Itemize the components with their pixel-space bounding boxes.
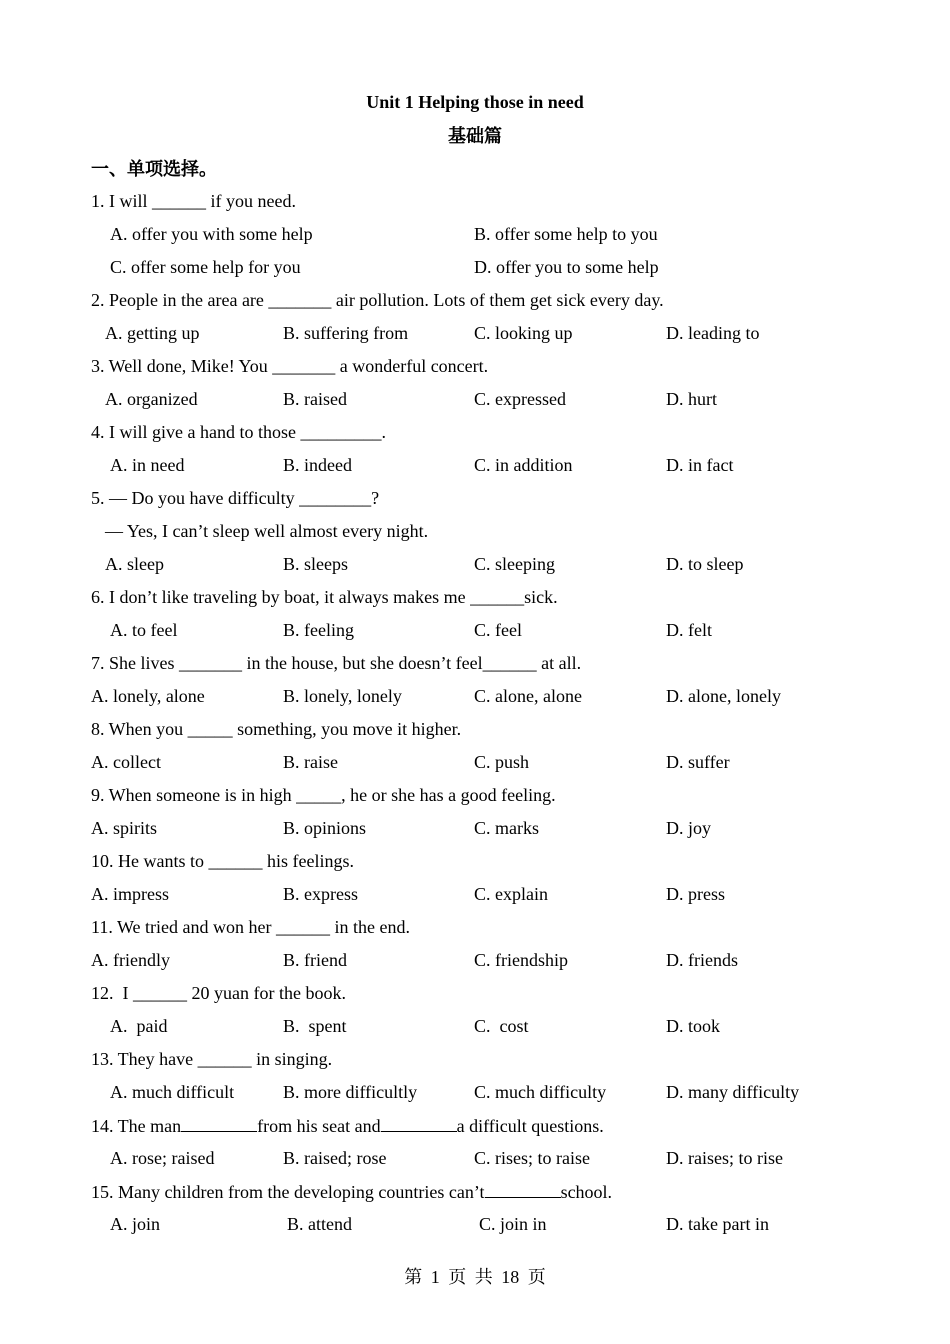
option-c: C. sleeping — [474, 554, 555, 574]
question-7-options-row — [0, 684, 950, 717]
option-c: C. expressed — [474, 389, 566, 409]
option-d: D. suffer — [666, 752, 730, 772]
option-d: D. take part in — [666, 1214, 769, 1234]
option-d: D. took — [666, 1016, 720, 1036]
option-b: B. attend — [287, 1214, 352, 1234]
option-d: D. leading to — [666, 323, 760, 343]
option-d: D. in fact — [666, 455, 734, 475]
question-15-options-row — [0, 1212, 950, 1245]
option-a: A. friendly — [91, 950, 170, 970]
question-10-stem: 10. He wants to ______ his feelings. — [91, 851, 354, 871]
option-c: C. offer some help for you — [110, 257, 301, 277]
option-c: C. cost — [474, 1016, 529, 1036]
document-title: Unit 1 Helping those in need — [366, 92, 584, 112]
question-13-stem: 13. They have ______ in singing. — [91, 1049, 333, 1069]
option-c: C. rises; to raise — [474, 1148, 590, 1168]
option-a: A. much difficult — [110, 1082, 235, 1102]
question-4-stem: 4. I will give a hand to those _________. — [91, 422, 386, 442]
question-1-stem-row — [0, 189, 950, 222]
question-9-stem: 9. When someone is in high _____, he or she has a good feeling. — [91, 785, 556, 805]
option-b: B. raised; rose — [283, 1148, 387, 1168]
question-13-stem-row — [0, 1047, 950, 1080]
option-b: B. lonely, lonely — [283, 686, 402, 706]
question-3-options-row — [0, 387, 950, 420]
option-d: D. hurt — [666, 389, 717, 409]
option-b: B. feeling — [283, 620, 354, 640]
option-a: A. paid — [110, 1016, 168, 1036]
option-a: A. collect — [91, 752, 161, 772]
option-a: A. offer you with some help — [110, 224, 313, 244]
option-d: D. friends — [666, 950, 738, 970]
option-c: C. looking up — [474, 323, 573, 343]
option-c: C. in addition — [474, 455, 573, 475]
question-8-options-row — [0, 750, 950, 783]
option-a: A. rose; raised — [110, 1148, 215, 1168]
option-a: A. getting up — [105, 323, 200, 343]
option-a: A. spirits — [91, 818, 158, 838]
option-c: C. alone, alone — [474, 686, 582, 706]
question-14-stem-part: a difficult questions. — [456, 1116, 604, 1136]
option-b: B. opinions — [283, 818, 367, 838]
question-1-stem: 1. I will ______ if you need. — [91, 191, 296, 211]
answer-blank — [181, 1113, 257, 1132]
question-2-stem: 2. People in the area are _______ air pollution. Lots of them get sick every day. — [91, 290, 664, 310]
option-b: B. raise — [283, 752, 338, 772]
option-a: A. in need — [110, 455, 185, 475]
answer-blank — [485, 1179, 561, 1198]
question-4-stem-row — [0, 420, 950, 453]
option-d: D. raises; to rise — [666, 1148, 783, 1168]
question-3-stem: 3. Well done, Mike! You _______ a wonderful concert. — [91, 356, 489, 376]
question-3-stem-row — [0, 354, 950, 387]
question-8-stem: 8. When you _____ something, you move it higher. — [91, 719, 462, 739]
option-a: A. impress — [91, 884, 169, 904]
question-13-options-row — [0, 1080, 950, 1113]
option-b: B. sleeps — [283, 554, 348, 574]
question-14-stem — [91, 1113, 604, 1138]
option-d: D. to sleep — [666, 554, 744, 574]
question-14-options-row — [0, 1146, 950, 1179]
question-10-options-row — [0, 882, 950, 915]
option-c: C. marks — [474, 818, 539, 838]
option-b: B. suffering from — [283, 323, 409, 343]
question-12-options-row — [0, 1014, 950, 1047]
question-14-stem-row — [0, 1113, 950, 1146]
question-1-options-row — [0, 222, 950, 255]
question-5-reply-row — [0, 519, 950, 552]
option-d: D. offer you to some help — [474, 257, 659, 277]
option-d: D. felt — [666, 620, 712, 640]
option-b: B. spent — [283, 1016, 347, 1036]
option-a: A. organized — [105, 389, 198, 409]
question-8-stem-row — [0, 717, 950, 750]
question-11-stem: 11. We tried and won her ______ in the end. — [91, 917, 410, 937]
answer-blank — [381, 1113, 457, 1132]
option-c: C. push — [474, 752, 530, 772]
option-b: B. more difficultly — [283, 1082, 418, 1102]
question-7-stem-row — [0, 651, 950, 684]
option-a: A. lonely, alone — [91, 686, 205, 706]
option-b: B. raised — [283, 389, 347, 409]
question-6-stem: 6. I don’t like traveling by boat, it always makes me ______sick. — [91, 587, 558, 607]
question-15-stem-row — [0, 1179, 950, 1212]
question-5-options-row — [0, 552, 950, 585]
question-11-options-row — [0, 948, 950, 981]
section-heading: 一、单项选择。 — [91, 159, 217, 179]
option-b: B. friend — [283, 950, 347, 970]
question-4-options-row — [0, 453, 950, 486]
page-footer: 第 1 页 共 18 页 — [404, 1267, 546, 1287]
option-c: C. explain — [474, 884, 548, 904]
question-5-stem-row — [0, 486, 950, 519]
question-9-options-row — [0, 816, 950, 849]
option-b: B. express — [283, 884, 358, 904]
question-12-stem: 12. I ______ 20 yuan for the book. — [91, 983, 346, 1003]
question-15-stem-part: 15. Many children from the developing countries can’t — [91, 1182, 485, 1202]
question-2-stem-row — [0, 288, 950, 321]
question-9-stem-row — [0, 783, 950, 816]
option-b: B. offer some help to you — [474, 224, 658, 244]
question-15-stem-part: school. — [560, 1182, 613, 1202]
option-c: C. much difficulty — [474, 1082, 607, 1102]
option-a: A. join — [110, 1214, 161, 1234]
question-5-stem: 5. — Do you have difficulty ________? — [91, 488, 380, 508]
option-a: A. sleep — [105, 554, 164, 574]
question-15-stem — [91, 1179, 612, 1204]
option-d: D. many difficulty — [666, 1082, 800, 1102]
question-2-options-row — [0, 321, 950, 354]
question-list — [0, 189, 950, 1245]
option-c: C. feel — [474, 620, 522, 640]
option-d: D. joy — [666, 818, 711, 838]
option-d: D. press — [666, 884, 725, 904]
question-6-options-row — [0, 618, 950, 651]
option-a: A. to feel — [110, 620, 178, 640]
question-7-stem: 7. She lives _______ in the house, but she doesn’t feel______ at all. — [91, 653, 582, 673]
question-11-stem-row — [0, 915, 950, 948]
option-c: C. join in — [479, 1214, 547, 1234]
question-5-reply: — Yes, I can’t sleep well almost every night. — [105, 521, 429, 541]
option-b: B. indeed — [283, 455, 352, 475]
document-subtitle: 基础篇 — [448, 126, 502, 146]
question-6-stem-row — [0, 585, 950, 618]
question-14-stem-part: from his seat and — [257, 1116, 381, 1136]
question-1-options-row — [0, 255, 950, 288]
question-14-stem-part: 14. The man — [91, 1116, 182, 1136]
option-c: C. friendship — [474, 950, 568, 970]
option-d: D. alone, lonely — [666, 686, 781, 706]
question-10-stem-row — [0, 849, 950, 882]
question-12-stem-row — [0, 981, 950, 1014]
